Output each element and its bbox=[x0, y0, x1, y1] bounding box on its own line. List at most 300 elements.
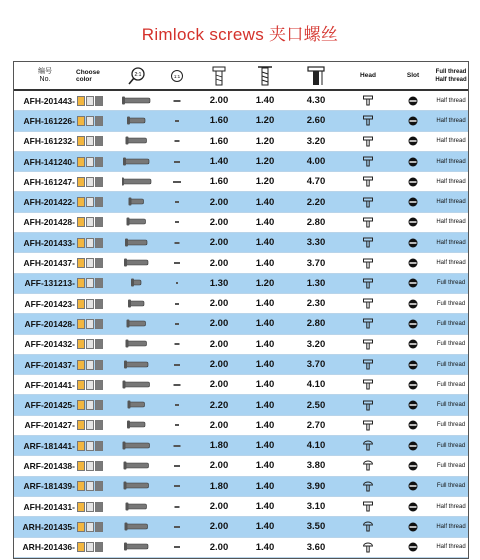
table-row bbox=[14, 355, 468, 375]
part-number: AFH-141240- bbox=[23, 156, 75, 167]
color-swatch-g[interactable] bbox=[95, 278, 103, 288]
color-swatches bbox=[76, 538, 116, 557]
thread-type: Half thread bbox=[436, 117, 466, 124]
table-row bbox=[14, 172, 468, 192]
color-swatch-g[interactable] bbox=[95, 380, 103, 390]
length-value: 2.60 bbox=[306, 115, 326, 127]
diameter-value: 2.00 bbox=[209, 216, 229, 228]
slot-icon bbox=[392, 395, 434, 414]
thread-type: Half thread bbox=[436, 260, 466, 267]
thread-type: Half thread bbox=[436, 239, 466, 246]
flat-head-icon bbox=[344, 314, 392, 333]
color-swatch-s[interactable] bbox=[86, 420, 94, 430]
table-row bbox=[14, 274, 468, 294]
color-swatch-g[interactable] bbox=[95, 238, 103, 248]
length-value: 3.80 bbox=[306, 460, 326, 472]
thread-type: Half thread bbox=[436, 158, 466, 165]
length-value: 3.70 bbox=[306, 257, 326, 269]
part-number: AFH-201431- bbox=[23, 501, 75, 512]
table-row bbox=[14, 416, 468, 436]
screw-image-1x bbox=[158, 253, 196, 272]
slot-icon bbox=[392, 355, 434, 374]
screw-image-1x bbox=[158, 132, 196, 151]
pitch-value: 1.40 bbox=[255, 460, 275, 472]
pitch-value: 1.20 bbox=[255, 277, 275, 289]
color-swatch-k[interactable] bbox=[77, 278, 85, 288]
color-swatches bbox=[76, 375, 116, 394]
length-value: 2.20 bbox=[306, 196, 326, 208]
color-swatches bbox=[76, 335, 116, 354]
color-swatch-k[interactable] bbox=[77, 522, 85, 532]
color-swatch-k[interactable] bbox=[77, 319, 85, 329]
slot-icon bbox=[392, 497, 434, 516]
color-swatches bbox=[76, 253, 116, 272]
color-swatch-s[interactable] bbox=[86, 461, 94, 471]
screw-image-1x bbox=[158, 456, 196, 475]
color-swatch-g[interactable] bbox=[95, 502, 103, 512]
pitch-value: 1.20 bbox=[255, 135, 275, 147]
color-swatches bbox=[76, 416, 116, 435]
slot-icon bbox=[392, 233, 434, 252]
color-swatch-k[interactable] bbox=[77, 380, 85, 390]
color-swatch-k[interactable] bbox=[77, 157, 85, 167]
color-swatch-s[interactable] bbox=[86, 136, 94, 146]
diameter-value: 2.00 bbox=[209, 379, 229, 391]
pitch-icon bbox=[242, 62, 288, 89]
flat-head-icon bbox=[344, 213, 392, 232]
color-swatches bbox=[76, 517, 116, 536]
pitch-value: 1.40 bbox=[255, 501, 275, 513]
slot-icon bbox=[392, 335, 434, 354]
slot-icon bbox=[392, 152, 434, 171]
color-swatches bbox=[76, 233, 116, 252]
pitch-value: 1.40 bbox=[255, 196, 275, 208]
length-value: 4.10 bbox=[306, 379, 326, 391]
table-row bbox=[14, 436, 468, 456]
color-swatch-g[interactable] bbox=[95, 339, 103, 349]
round-head-icon bbox=[344, 456, 392, 475]
table-row bbox=[14, 335, 468, 355]
color-swatch-g[interactable] bbox=[95, 400, 103, 410]
diameter-value: 2.00 bbox=[209, 359, 229, 370]
flat-head-icon bbox=[344, 152, 392, 171]
round-head-icon bbox=[344, 538, 392, 557]
color-swatches bbox=[76, 497, 116, 516]
screw-image-1x bbox=[158, 172, 196, 191]
table-row bbox=[14, 517, 468, 537]
table-row bbox=[14, 233, 468, 253]
color-swatch-g[interactable] bbox=[95, 522, 103, 532]
slot-icon bbox=[392, 375, 434, 394]
flat-head-icon bbox=[344, 274, 392, 293]
slot-icon bbox=[392, 517, 434, 536]
length-icon bbox=[288, 62, 344, 89]
color-swatch-s[interactable] bbox=[86, 299, 94, 309]
thread-type: Half thread bbox=[436, 503, 466, 510]
pitch-value: 1.40 bbox=[255, 338, 275, 350]
color-swatch-g[interactable] bbox=[95, 258, 103, 268]
diameter-value: 1.40 bbox=[209, 156, 229, 168]
color-swatch-k[interactable] bbox=[77, 217, 85, 227]
screw-image-2x bbox=[116, 416, 158, 435]
screw-image-2x bbox=[116, 111, 158, 130]
flat-head-icon bbox=[344, 497, 392, 516]
screw-image-1x bbox=[158, 152, 196, 171]
color-swatches bbox=[76, 91, 116, 110]
pitch-value: 1.20 bbox=[255, 115, 275, 127]
thread-header-half: Half thread bbox=[435, 76, 467, 83]
slot-icon bbox=[392, 274, 434, 293]
part-number: AFF-201427- bbox=[24, 420, 75, 431]
part-number: AFH-161232- bbox=[23, 136, 75, 147]
part-number: AFH-201422- bbox=[23, 197, 75, 208]
flat-head-icon bbox=[344, 395, 392, 414]
color-swatch-g[interactable] bbox=[95, 299, 103, 309]
pitch-value: 1.40 bbox=[255, 521, 275, 533]
diameter-value: 1.30 bbox=[209, 277, 229, 289]
color-swatches bbox=[76, 274, 116, 293]
pitch-value: 1.40 bbox=[255, 480, 275, 492]
screw-image-2x bbox=[116, 497, 158, 516]
screw-image-1x bbox=[158, 395, 196, 414]
color-swatch-k[interactable] bbox=[77, 502, 85, 512]
diameter-value: 1.60 bbox=[209, 135, 229, 147]
flat-head-icon bbox=[344, 172, 392, 191]
screw-image-1x bbox=[158, 233, 196, 252]
diameter-value: 2.00 bbox=[209, 257, 229, 269]
color-swatch-k[interactable] bbox=[77, 299, 85, 309]
color-swatch-s[interactable] bbox=[86, 278, 94, 288]
part-number: AFF-201432- bbox=[24, 339, 75, 350]
pitch-value: 1.20 bbox=[255, 156, 275, 168]
table-row bbox=[14, 132, 468, 152]
color-swatch-g[interactable] bbox=[95, 217, 103, 227]
length-value: 3.10 bbox=[306, 501, 326, 513]
flat-head-icon bbox=[344, 233, 392, 252]
pitch-value: 1.40 bbox=[255, 298, 275, 310]
color-swatch-k[interactable] bbox=[77, 197, 85, 207]
screw-image-2x bbox=[116, 132, 158, 151]
table-row bbox=[14, 91, 468, 111]
magnifier-2x-icon bbox=[116, 62, 158, 89]
color-swatches bbox=[76, 152, 116, 171]
color-swatches bbox=[76, 294, 116, 313]
color-swatch-k[interactable] bbox=[77, 116, 85, 126]
table-header bbox=[14, 62, 468, 91]
color-swatch-k[interactable] bbox=[77, 339, 85, 349]
color-swatches bbox=[76, 436, 116, 455]
slot-icon bbox=[392, 172, 434, 191]
thread-type: Full thread bbox=[436, 361, 466, 368]
screw-image-1x bbox=[158, 111, 196, 130]
color-swatch-k[interactable] bbox=[77, 441, 85, 451]
screw-image-1x bbox=[158, 375, 196, 394]
flat-head-icon bbox=[344, 294, 392, 313]
color-swatch-k[interactable] bbox=[77, 177, 85, 187]
color-swatches bbox=[76, 213, 116, 232]
part-number: AFF-201441- bbox=[24, 379, 75, 390]
diameter-value: 2.00 bbox=[209, 460, 229, 472]
length-value: 3.50 bbox=[306, 521, 326, 533]
table-row bbox=[14, 253, 468, 273]
screw-image-2x bbox=[116, 233, 158, 252]
slot-icon bbox=[392, 314, 434, 333]
diameter-value: 2.00 bbox=[209, 196, 229, 208]
length-value: 2.80 bbox=[306, 216, 326, 228]
slot-icon bbox=[392, 132, 434, 151]
diameter-value: 2.00 bbox=[209, 419, 229, 431]
color-swatches bbox=[76, 355, 116, 374]
color-swatches bbox=[76, 456, 116, 475]
pitch-value: 1.40 bbox=[255, 440, 275, 452]
screw-image-2x bbox=[116, 253, 158, 272]
screw-image-2x bbox=[116, 91, 158, 110]
diameter-value: 1.60 bbox=[209, 176, 229, 188]
color-swatch-g[interactable] bbox=[95, 542, 103, 552]
code-header-en: No. bbox=[39, 75, 51, 83]
length-value: 4.00 bbox=[306, 156, 326, 168]
table-row bbox=[14, 152, 468, 172]
screw-image-2x bbox=[116, 375, 158, 394]
pitch-value: 1.40 bbox=[255, 216, 275, 228]
color-swatch-s[interactable] bbox=[86, 542, 94, 552]
color-swatch-g[interactable] bbox=[95, 360, 103, 370]
diameter-value: 2.20 bbox=[209, 399, 229, 411]
part-number: AFH-201433- bbox=[23, 237, 75, 248]
color-swatches bbox=[76, 132, 116, 151]
length-value: 3.70 bbox=[306, 359, 326, 370]
screw-image-1x bbox=[158, 335, 196, 354]
thread-type: Full thread bbox=[436, 381, 466, 388]
svg-text:2:1: 2:1 bbox=[134, 71, 142, 78]
screw-image-2x bbox=[116, 314, 158, 333]
diameter-icon bbox=[196, 62, 242, 89]
thread-type: Half thread bbox=[436, 97, 466, 104]
color-swatch-s[interactable] bbox=[86, 441, 94, 451]
length-value: 4.10 bbox=[306, 440, 326, 452]
length-value: 2.70 bbox=[306, 419, 326, 431]
thread-header-full: Full thread bbox=[435, 68, 467, 75]
part-number: ARH-201436- bbox=[22, 542, 75, 553]
color-swatch-s[interactable] bbox=[86, 177, 94, 187]
svg-text:1:1: 1:1 bbox=[173, 73, 181, 79]
color-swatch-s[interactable] bbox=[86, 339, 94, 349]
part-number: AFH-201428- bbox=[23, 217, 75, 228]
color-swatches bbox=[76, 111, 116, 130]
screw-table bbox=[13, 61, 469, 559]
color-swatch-k[interactable] bbox=[77, 360, 85, 370]
part-number: AFF-201423- bbox=[24, 298, 75, 309]
table-body bbox=[14, 91, 468, 558]
color-swatch-g[interactable] bbox=[95, 420, 103, 430]
color-swatch-k[interactable] bbox=[77, 461, 85, 471]
screw-image-2x bbox=[116, 172, 158, 191]
screw-image-2x bbox=[116, 395, 158, 414]
pitch-value: 1.40 bbox=[255, 95, 275, 107]
color-swatch-s[interactable] bbox=[86, 502, 94, 512]
flat-head-icon bbox=[344, 335, 392, 354]
table-row bbox=[14, 213, 468, 233]
screw-image-1x bbox=[158, 274, 196, 293]
color-swatch-s[interactable] bbox=[86, 96, 94, 106]
color-swatches bbox=[76, 395, 116, 414]
length-value: 4.70 bbox=[306, 176, 326, 188]
color-swatch-k[interactable] bbox=[77, 238, 85, 248]
length-value: 2.30 bbox=[306, 298, 326, 310]
color-swatch-s[interactable] bbox=[86, 319, 94, 329]
part-number: ARF-181441- bbox=[23, 440, 75, 451]
color-swatch-g[interactable] bbox=[95, 481, 103, 491]
color-swatch-g[interactable] bbox=[95, 319, 103, 329]
color-swatch-s[interactable] bbox=[86, 522, 94, 532]
part-number: ARH-201435- bbox=[22, 521, 75, 532]
color-swatch-s[interactable] bbox=[86, 400, 94, 410]
length-value: 2.80 bbox=[306, 318, 326, 330]
color-swatch-g[interactable] bbox=[95, 157, 103, 167]
screw-image-2x bbox=[116, 538, 158, 557]
thread-type: Half thread bbox=[436, 544, 466, 551]
diameter-value: 2.00 bbox=[209, 338, 229, 350]
pitch-value: 1.40 bbox=[255, 419, 275, 431]
screw-image-1x bbox=[158, 517, 196, 536]
diameter-value: 2.00 bbox=[209, 318, 229, 330]
color-swatch-s[interactable] bbox=[86, 238, 94, 248]
color-swatch-g[interactable] bbox=[95, 96, 103, 106]
screw-image-2x bbox=[116, 152, 158, 171]
table-row bbox=[14, 456, 468, 476]
screw-image-2x bbox=[116, 477, 158, 496]
head-header: Head bbox=[360, 72, 376, 79]
screw-image-1x bbox=[158, 436, 196, 455]
slot-icon bbox=[392, 538, 434, 557]
color-swatch-s[interactable] bbox=[86, 360, 94, 370]
flat-head-icon bbox=[344, 253, 392, 272]
page-title: Rimlock screws 夹口螺丝 bbox=[141, 25, 339, 44]
screw-image-2x bbox=[116, 335, 158, 354]
color-swatch-g[interactable] bbox=[95, 177, 103, 187]
part-number: AFH-161226- bbox=[23, 115, 75, 126]
part-number: AFF-201428- bbox=[24, 318, 75, 329]
thread-type: Full thread bbox=[436, 402, 466, 409]
part-number: AFH-161247- bbox=[23, 176, 75, 187]
length-value: 3.20 bbox=[306, 135, 326, 147]
pitch-value: 1.40 bbox=[255, 257, 275, 269]
thread-type: Full thread bbox=[436, 442, 466, 449]
slot-icon bbox=[392, 294, 434, 313]
thread-type: Full thread bbox=[436, 422, 466, 429]
table-row bbox=[14, 314, 468, 334]
slot-icon bbox=[392, 436, 434, 455]
pitch-value: 1.40 bbox=[255, 318, 275, 330]
color-swatch-k[interactable] bbox=[77, 136, 85, 146]
color-swatch-g[interactable] bbox=[95, 441, 103, 451]
screw-image-1x bbox=[158, 294, 196, 313]
slot-icon bbox=[392, 91, 434, 110]
length-value: 2.50 bbox=[306, 399, 326, 411]
thread-type: Full thread bbox=[436, 462, 466, 469]
round-head-icon bbox=[344, 436, 392, 455]
color-swatch-k[interactable] bbox=[77, 258, 85, 268]
diameter-value: 2.00 bbox=[209, 298, 229, 310]
length-value: 4.30 bbox=[306, 95, 326, 107]
round-head-icon bbox=[344, 477, 392, 496]
color-swatch-k[interactable] bbox=[77, 542, 85, 552]
color-swatch-k[interactable] bbox=[77, 400, 85, 410]
thread-type: Full thread bbox=[436, 483, 466, 490]
color-swatch-s[interactable] bbox=[86, 197, 94, 207]
pitch-value: 1.40 bbox=[255, 237, 275, 249]
table-row bbox=[14, 538, 468, 558]
table-row bbox=[14, 294, 468, 314]
color-swatch-s[interactable] bbox=[86, 116, 94, 126]
pitch-value: 1.40 bbox=[255, 541, 275, 553]
color-swatch-s[interactable] bbox=[86, 258, 94, 268]
table-row bbox=[14, 395, 468, 415]
code-header-cn: 编号 bbox=[38, 67, 52, 75]
diameter-value: 2.00 bbox=[209, 541, 229, 553]
diameter-value: 2.00 bbox=[209, 95, 229, 107]
slot-icon bbox=[392, 253, 434, 272]
color-swatches bbox=[76, 477, 116, 496]
color-swatch-s[interactable] bbox=[86, 217, 94, 227]
scale-1-1-icon bbox=[158, 62, 196, 89]
screw-image-1x bbox=[158, 416, 196, 435]
diameter-value: 2.00 bbox=[209, 237, 229, 249]
slot-header: Slot bbox=[406, 72, 420, 79]
table-row bbox=[14, 192, 468, 212]
screw-image-2x bbox=[116, 355, 158, 374]
thread-header bbox=[434, 62, 468, 89]
flat-head-icon bbox=[344, 111, 392, 130]
color-swatch-s[interactable] bbox=[86, 380, 94, 390]
table-row bbox=[14, 375, 468, 395]
flat-head-icon bbox=[344, 192, 392, 211]
slot-icon bbox=[392, 477, 434, 496]
color-swatch-s[interactable] bbox=[86, 481, 94, 491]
pitch-value: 1.40 bbox=[255, 379, 275, 391]
screw-image-2x bbox=[116, 436, 158, 455]
slot-icon bbox=[392, 192, 434, 211]
color-swatches bbox=[76, 172, 116, 191]
pitch-value: 1.40 bbox=[255, 359, 275, 370]
color-swatch-g[interactable] bbox=[95, 197, 103, 207]
thread-type: Half thread bbox=[436, 178, 466, 185]
part-number: ARF-201438- bbox=[23, 460, 75, 471]
screw-image-2x bbox=[116, 274, 158, 293]
part-number: ARF-181439- bbox=[23, 481, 75, 492]
thread-type: Full thread bbox=[436, 341, 466, 348]
diameter-value: 1.80 bbox=[209, 440, 229, 452]
table-row bbox=[14, 111, 468, 131]
screw-image-1x bbox=[158, 497, 196, 516]
color-swatch-g[interactable] bbox=[95, 136, 103, 146]
color-swatch-g[interactable] bbox=[95, 461, 103, 471]
color-swatch-k[interactable] bbox=[77, 96, 85, 106]
length-value: 3.20 bbox=[306, 338, 326, 350]
table-row bbox=[14, 497, 468, 517]
part-number: AFF-131213- bbox=[24, 278, 75, 289]
part-number: AFH-201437- bbox=[23, 258, 75, 269]
color-swatch-k[interactable] bbox=[77, 420, 85, 430]
thread-type: Half thread bbox=[436, 523, 466, 530]
slot-icon bbox=[392, 111, 434, 130]
color-swatch-s[interactable] bbox=[86, 157, 94, 167]
screw-image-1x bbox=[158, 355, 196, 374]
diameter-value: 1.80 bbox=[209, 480, 229, 492]
color-swatch-k[interactable] bbox=[77, 481, 85, 491]
thread-type: Full thread bbox=[436, 300, 466, 307]
color-swatch-g[interactable] bbox=[95, 116, 103, 126]
